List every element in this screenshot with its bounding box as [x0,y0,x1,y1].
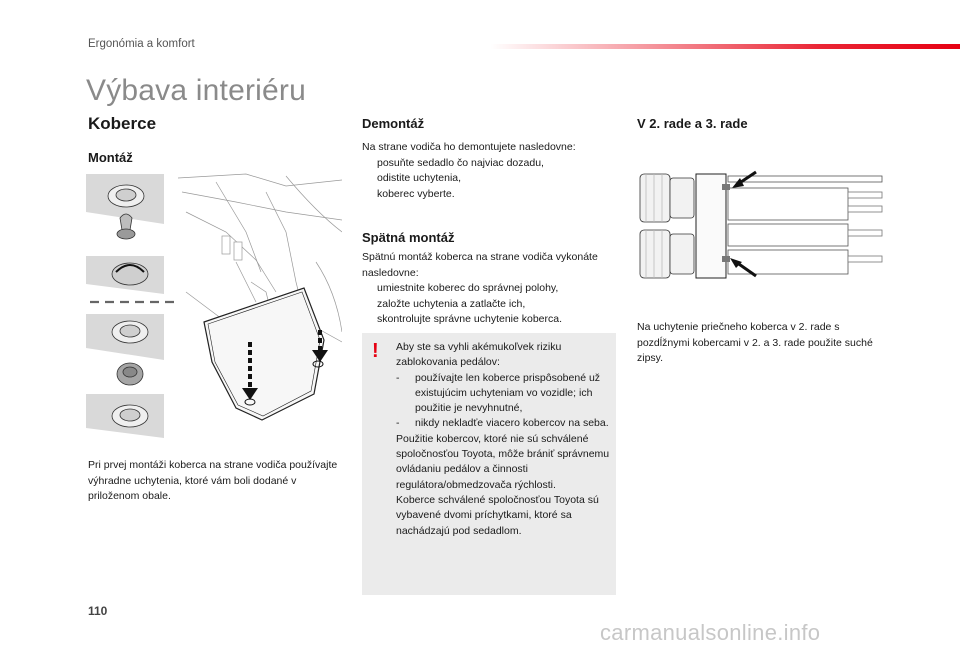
floor-mat [204,288,324,420]
page-number: 110 [88,604,108,618]
page-title: Výbava interiéru [86,74,306,107]
list-item: odistite uchytenia, [377,172,462,184]
heading-montaz: Montáž [88,150,133,165]
spatna-list [362,281,618,328]
longitudinal-mat-2 [728,188,848,220]
warning-exclamation-icon: ! [372,340,379,362]
clip-step-4 [86,394,164,438]
list-item: posuňte sedadlo čo najviac dozadu, [377,156,544,169]
demontaz-block [362,140,618,202]
heading-demontaz: Demontáž [362,116,425,131]
col3-caption: Na uchytenie priečneho koberca v 2. rade s pozdĺžnymi kobercami v 2. a 3. rade použite suché zipsy. [637,321,873,364]
warning-paragraph-3: Koberce schválené spoločnosťou Toyota sú vybavené dvomi príchytkami, ktoré sa nachádzajú pod sedadlom. [396,493,599,537]
velcro-marker-1 [722,184,730,190]
clip-step-1 [86,174,164,239]
floor-mat-installation-illustration [86,172,342,444]
list-item: umiestnite koberec do správnej polohy, [377,282,559,294]
col1-caption: Pri prvej montáži koberca na strane vodiča používajte výhradne uchytenia, ktoré vám boli dodané v priloženom obale. [88,459,338,502]
header-red-rule [490,44,960,49]
rear-mats-diagram [636,166,886,284]
clip-step-3 [86,314,164,385]
spatna-block [362,250,618,328]
warning-text [396,340,610,539]
transverse-mat-row2 [696,174,726,278]
longitudinal-mat-3 [728,224,848,246]
warning-dash-item: - používajte len koberce prispôsobené už existujúcim uchyteniam vo vozidle; ich použitie je nevyhnutné, [396,371,601,415]
watermark: carmanualsonline.info [600,620,821,645]
heading-koberce: Koberce [88,114,157,133]
warning-intro: Aby ste sa vyhli akémukoľvek riziku zablokovania pedálov: [396,341,562,369]
section-label: Ergonómia a komfort [88,38,195,50]
seat-top [640,174,670,222]
demontaz-list [362,156,618,203]
list-item: založte uchytenia a zatlačte ich, [377,297,526,310]
list-item: skontrolujte správne uchytenie koberca. [377,313,563,325]
spatna-intro: Spätnú montáž koberca na strane vodiča vykonáte nasledovne: [362,251,598,279]
heading-spatna-montaz: Spätná montáž [362,230,455,245]
demontaz-intro: Na strane vodiča ho demontujete nasledovne: [362,141,576,153]
list-item: koberec vyberte. [377,187,455,200]
heading-rows-2-3: V 2. rade a 3. rade [637,116,748,131]
warning-paragraph-2: Použitie kobercov, ktoré nie sú schválené spoločnosťou Toyota, môže brániť správnemu ovládaniu pedálov a činnosti regulátora/obmedzovača rýchlosti. [396,432,610,491]
warning-dash-item: - nikdy nekladťe viacero kobercov na seba. [396,417,609,430]
velcro-marker-2 [722,256,730,262]
clip-step-2 [86,256,164,294]
seat-bottom [640,230,670,278]
